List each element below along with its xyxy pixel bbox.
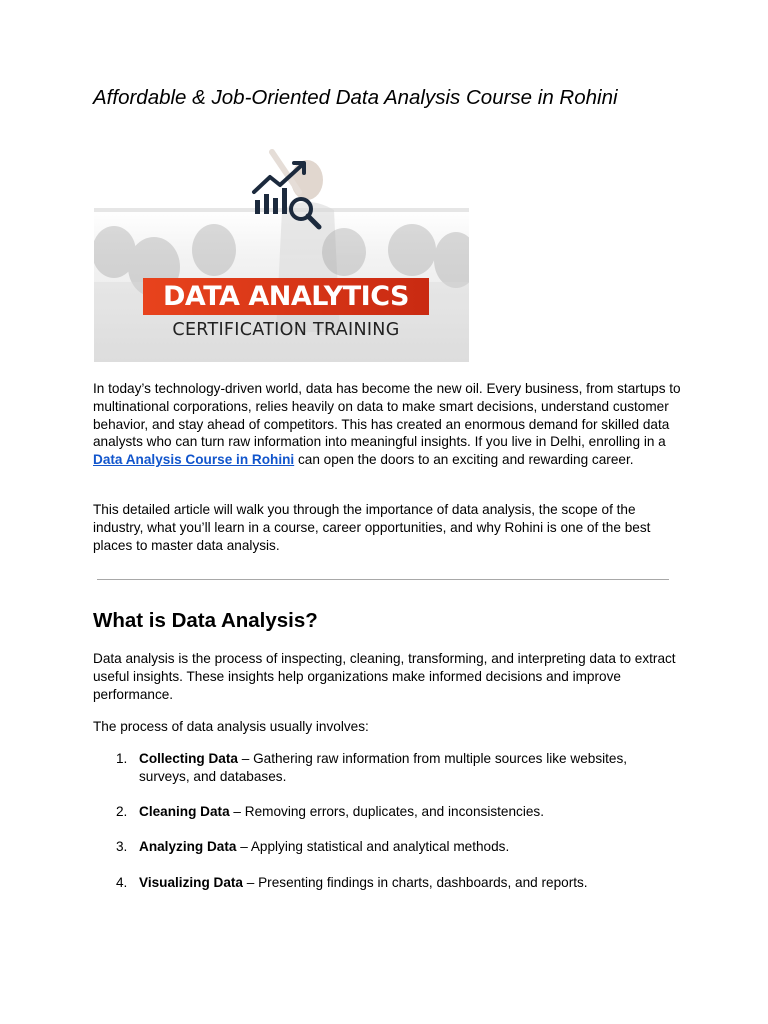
- page-title: Affordable & Job-Oriented Data Analysis Course in Rohini: [93, 86, 618, 109]
- intro-text-before-link: In today’s technology-driven world, data has become the new oil. Every business, from startups to multinational corporations, relies heavily on data to make smart decisions, understand customer behavior, and stay ahead of competitors. This has created an enormous demand for skilled data analysts who can turn raw information into meaningful insights. If you live in Delhi, enrolling in a: [93, 381, 681, 450]
- list-number: 1.: [116, 751, 128, 766]
- step-description: – Applying statistical and analytical methods.: [236, 839, 510, 854]
- course-banner-image: [94, 132, 469, 362]
- step-description: – Gathering raw information from multiple sources like websites, surveys, and databases.: [139, 751, 628, 784]
- intro-text-after-link: can open the doors to an exciting and rewarding career.: [294, 452, 634, 468]
- definition-paragraph: Data analysis is the process of inspecting, cleaning, transforming, and interpreting data to extract useful insights. These insights help organizations make informed decisions and improve performance.: [93, 651, 676, 702]
- process-intro: The process of data analysis usually involves:: [93, 719, 369, 734]
- step-term: Analyzing Data: [139, 839, 237, 854]
- step-term: Visualizing Data: [139, 875, 243, 890]
- step-term: Cleaning Data: [139, 804, 230, 819]
- section-divider: [97, 579, 669, 580]
- step-description: – Presenting findings in charts, dashboards, and reports.: [243, 875, 588, 890]
- course-link[interactable]: Data Analysis Course in Rohini: [93, 452, 295, 468]
- intro-paragraph: [93, 380, 683, 469]
- banner-subline: CERTIFICATION TRAINING: [172, 320, 400, 340]
- overview-paragraph: This detailed article will walk you through the importance of data analysis, the scope of the industry, what you’ll learn in a course, career opportunities, and why Rohini is one of the best places to master data analysis.: [93, 502, 651, 553]
- step-description: – Removing errors, duplicates, and inconsistencies.: [229, 804, 544, 819]
- list-number: 3.: [116, 839, 128, 854]
- list-number: 4.: [116, 875, 128, 890]
- section-heading: What is Data Analysis?: [93, 609, 318, 632]
- banner-headline: DATA ANALYTICS: [163, 281, 409, 312]
- list-number: 2.: [116, 804, 128, 819]
- step-term: Collecting Data: [139, 751, 238, 766]
